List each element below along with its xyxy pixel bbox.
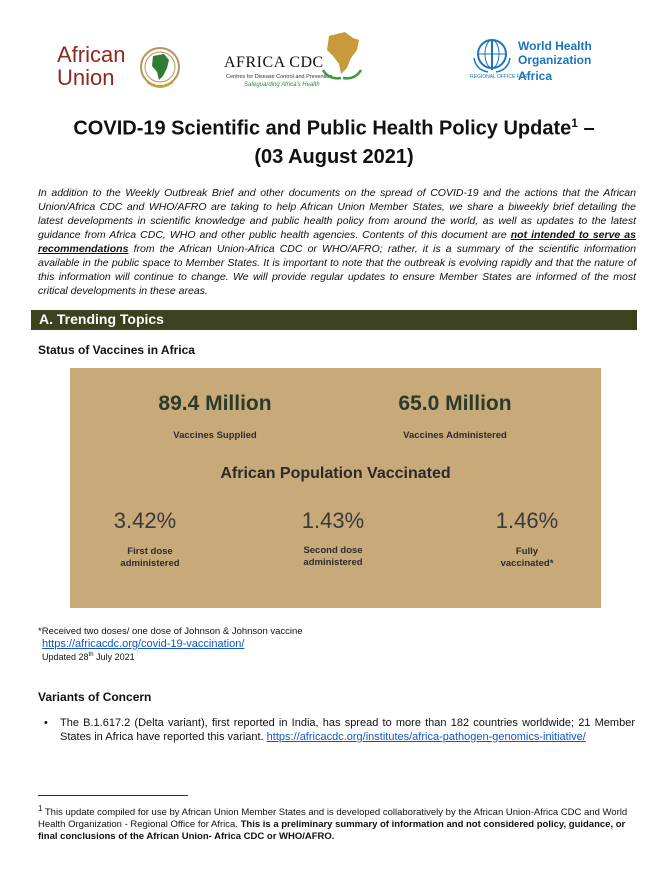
genomics-link[interactable]: https://africacdc.org/institutes/africa-pathogen-genomics-initiative/ xyxy=(266,731,586,743)
vaccine-footnote: *Received two doses/ one dose of Johnson & Johnson vaccine xyxy=(38,626,303,637)
who-logo-line2: Organization xyxy=(518,53,592,67)
african-union-logo xyxy=(57,40,182,96)
bullet-dot-icon: • xyxy=(44,717,48,729)
second-dose-label xyxy=(273,545,393,569)
footnote-mark: 1 xyxy=(38,804,43,813)
fully-vaccinated-label xyxy=(467,546,587,570)
vaccines-supplied-label: Vaccines Supplied xyxy=(173,430,257,441)
fully-vaccinated-label-line2: vaccinated* xyxy=(500,558,554,569)
intro-part1: In addition to the Weekly Outbreak Brief and other documents on the spread of COVID-19 and the actions that the African Union/Africa CDC and WHO/AFRO are taking to help African Union Member States, we share a biweekly brief detailing the latest developments in scientific knowledge and public health policy from around the world, as well as updates to the latest guidance from Africa CDC, WHO and other public health agencies. Contents of this document are xyxy=(38,187,636,241)
first-dose-label xyxy=(90,546,210,570)
title-dash: – xyxy=(577,117,595,140)
cdc-logo-title: AFRICA CDC xyxy=(224,54,324,71)
first-dose-percent: 3.42% xyxy=(113,508,177,533)
page-title-line1 xyxy=(0,116,668,141)
who-afro-logo xyxy=(470,36,610,86)
updated-date xyxy=(42,652,135,662)
intro-paragraph xyxy=(38,186,636,298)
second-dose-label-line2: administered xyxy=(303,557,363,568)
vaccines-status-heading: Status of Vaccines in Africa xyxy=(38,343,195,357)
second-dose-percent: 1.43% xyxy=(301,508,365,533)
variant-bullet-item xyxy=(44,716,635,744)
title-footnote-mark: 1 xyxy=(571,116,578,130)
second-dose-label-line1: Second dose xyxy=(303,545,363,556)
au-emblem-icon xyxy=(139,42,181,92)
first-dose-label-line2: administered xyxy=(120,558,180,569)
vaccines-supplied-value: 89.4 Million xyxy=(158,392,272,415)
who-logo-region: REGIONAL OFFICE FOR xyxy=(470,74,528,80)
cdc-logo-subtitle: Centres for Disease Control and Prevention xyxy=(226,74,333,80)
au-logo-text-line1: African xyxy=(57,42,126,67)
au-logo-text-line2: Union xyxy=(57,65,115,90)
intro-part2: from the African Union-Africa CDC or WHO/AFRO; rather, it is a summary of the scientific information available in the public space to Member States. It is important to note that the outbreak is evolving rapidly and that the nature of this information will continue to change. We will provide regular updates to ensure Member States are informed of the most critical developments in these areas. xyxy=(38,243,636,297)
variant-bullet-text: The B.1.617.2 (Delta variant), first reported in India, has spread to more than 182 countries worldwide; 21 Member States in Africa have reported this variant. xyxy=(60,717,635,743)
intro-emphasis: not intended to serve as recommendations xyxy=(38,229,636,255)
population-vaccinated-heading: African Population Vaccinated xyxy=(220,465,451,482)
first-dose-label-line1: First dose xyxy=(127,546,173,557)
who-logo-line1: World Health xyxy=(518,39,592,53)
footnote-divider xyxy=(38,795,188,796)
footnote-text: This update compiled for use by African Union Member States and is developed collaboratively by the African Union-Africa CDC and World Health Organization - Regional Office for Africa. xyxy=(38,807,628,831)
who-emblem-icon xyxy=(470,36,514,74)
vaccines-administered-label: Vaccines Administered xyxy=(403,430,507,441)
section-title: A. Trending Topics xyxy=(39,311,164,327)
vaccine-status-panel xyxy=(70,368,601,608)
updated-sup: th xyxy=(88,652,94,658)
who-logo-region-name: Africa xyxy=(518,69,553,83)
updated-post: July 2021 xyxy=(93,652,135,662)
page-title-date: (03 August 2021) xyxy=(254,146,414,168)
footnote-bold: This is a preliminary summary of information and not considered policy, guidance, or final conclusions of the African Union- Africa CDC or WHO/AFRO. xyxy=(38,819,626,843)
variants-heading: Variants of Concern xyxy=(38,690,152,704)
africa-cdc-logo xyxy=(224,30,374,92)
fully-vaccinated-percent: 1.46% xyxy=(495,508,559,533)
footnote xyxy=(38,803,628,843)
vaccination-link[interactable]: https://africacdc.org/covid-19-vaccination/ xyxy=(42,638,245,650)
section-header-trending-topics xyxy=(31,310,637,330)
updated-pre: Updated 28 xyxy=(42,652,89,662)
fully-vaccinated-label-line1: Fully xyxy=(515,546,539,557)
africa-map-icon xyxy=(319,30,365,82)
cdc-logo-tagline: Safeguarding Africa's Health xyxy=(244,82,320,88)
vaccines-administered-value: 65.0 Million xyxy=(398,392,512,415)
title-text: COVID-19 Scientific and Public Health Policy Update xyxy=(73,117,572,140)
